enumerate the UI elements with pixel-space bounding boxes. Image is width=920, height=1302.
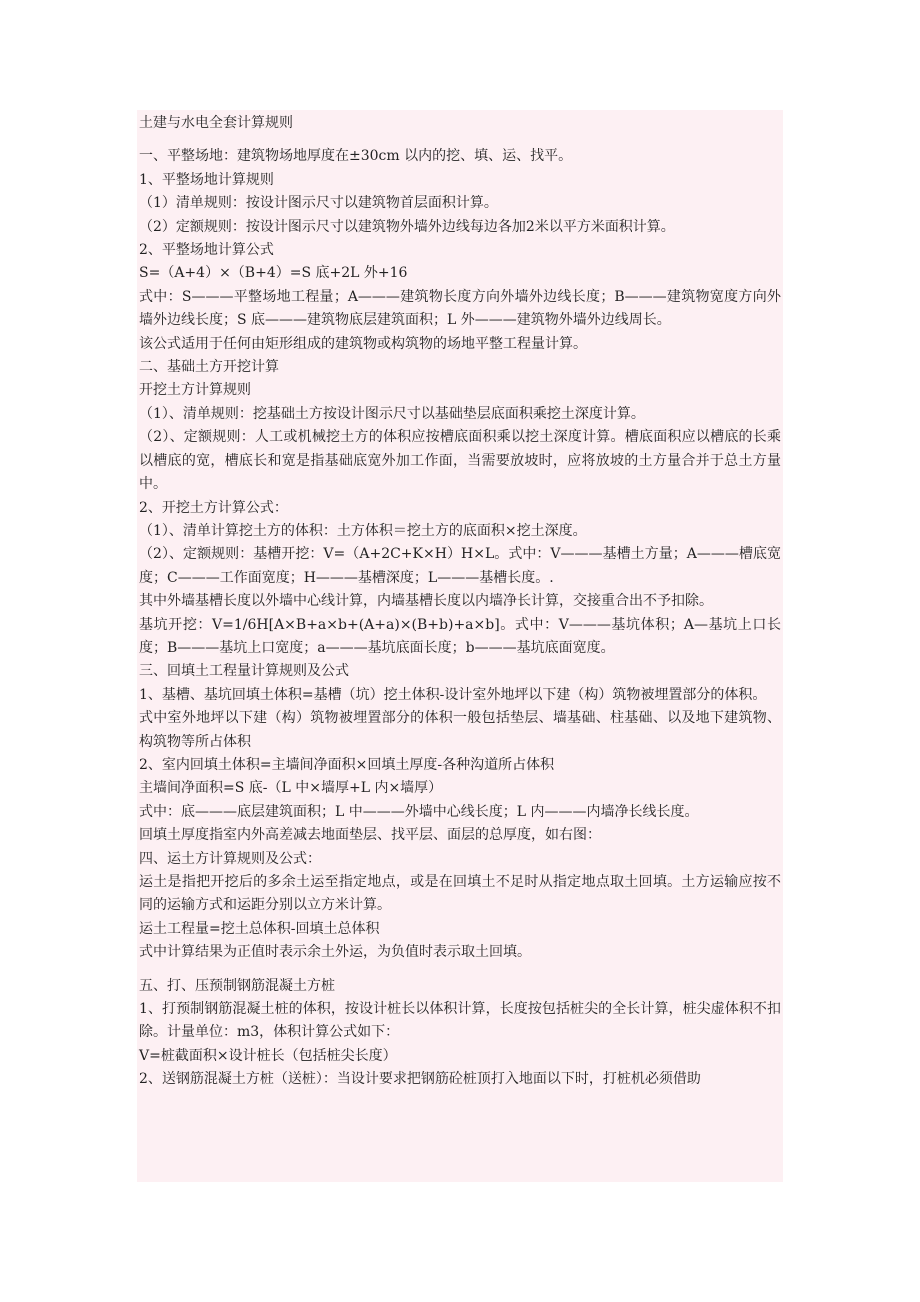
document-page: [137, 110, 783, 1182]
paragraph: （1）清单规则：按设计图示尺寸以建筑物首层面积计算。: [139, 195, 498, 212]
paragraph: 该公式适用于任何由矩形组成的建筑物或构筑物的场地平整工程量计算。: [139, 335, 587, 352]
section-heading: 四、运土方计算规则及公式：: [139, 850, 321, 867]
section-heading: 五、打、压预制钢筋混凝土方桩: [139, 977, 335, 994]
paragraph: 基坑开挖：V=1/6H[A×B+a×b+(A+a)×(B+b)+a×b]。式中：V———基坑体积；A—基坑上口长度；B———基坑上口宽度；a———基坑底面长度；b———基坑底面宽度。: [139, 616, 781, 656]
sub-heading: 2、平整场地计算公式: [139, 242, 274, 259]
paragraph: （2）定额规则：按设计图示尺寸以建筑物外墙外边线每边各加2米以平方米面积计算。: [139, 218, 675, 235]
sub-heading: 1、平整场地计算规则: [139, 171, 274, 188]
sub-heading: 2、开挖土方计算公式：: [139, 499, 288, 516]
formula: V=桩截面积×设计桩长（包括桩尖长度）: [139, 1047, 397, 1064]
paragraph: 1、基槽、基坑回填土体积=基槽（坑）挖土体积-设计室外地坪以下建（构）筑物被埋置部分的体积。: [139, 686, 767, 703]
document-title: 土建与水电全套计算规则: [139, 115, 293, 131]
paragraph: 2、室内回填土体积=主墙间净面积×回填土厚度-各种沟道所占体积: [139, 756, 555, 773]
paragraph: 运土是指把开挖后的多余土运至指定地点，或是在回填土不足时从指定地点取土回填。土方运输应按不同的运输方式和运距分别以立方米计算。: [139, 874, 781, 914]
paragraph: （1）、清单计算挖土方的体积：土方体积＝挖土方的底面积×挖土深度。: [139, 522, 587, 539]
formula: 运土工程量=挖土总体积-回填土总体积: [139, 920, 380, 937]
paragraph: 式中：S———平整场地工程量；A———建筑物长度方向外墙外边线长度；B———建筑物宽度方向外墙外边线长度；S 底———建筑物底层建筑面积；L 外———建筑物外墙外边线周长。: [139, 288, 781, 329]
sub-heading: 开挖土方计算规则: [139, 382, 251, 399]
paragraph: （2）、定额规则：人工或机械挖土方的体积应按槽底面积乘以挖土深度计算。槽底面积应以槽底的长乘以槽底的宽，槽底长和宽是指基础底宽外加工作面，当需要放坡时，应将放坡的土方量合并于总土方量中。: [139, 429, 781, 493]
paragraph: 回填土厚度指室内外高差减去地面垫层、找平层、面层的总厚度，如右图：: [139, 827, 601, 844]
section-heading: 三、回填土工程量计算规则及公式: [139, 663, 349, 680]
paragraph: 式中计算结果为正值时表示余土外运，为负值时表示取土回填。: [139, 944, 531, 961]
paragraph: 其中外墙基槽长度以外墙中心线计算，内墙基槽长度以内墙净长计算，交接重合出不予扣除。: [139, 593, 713, 610]
paragraph: 2、送钢筋混凝土方桩（送桩）：当设计要求把钢筋砼桩顶打入地面以下时，打桩机必须借助: [139, 1071, 701, 1088]
paragraph: 式中室外地坪以下建（构）筑物被埋置部分的体积一般包括垫层、墙基础、柱基础、以及地下建筑物、构筑物等所占体积: [139, 710, 781, 750]
formula: 主墙间净面积=S 底-（L 中×墙厚+L 内×墙厚）: [139, 780, 443, 797]
formula: S=（A+4）×（B+4）=S 底+2L 外+16: [139, 265, 408, 282]
paragraph: （1）、清单规则：挖基础土方按设计图示尺寸以基础垫层底面积乘挖土深度计算。: [139, 405, 645, 422]
paragraph: 式中：底———底层建筑面积；L 中———外墙中心线长度；L 内———内墙净长线长度。: [139, 803, 699, 820]
section-heading: 二、基础土方开挖计算: [139, 359, 279, 376]
paragraph: （2）、定额规则：基槽开挖：V=（A+2C+K×H）H×L。式中：V———基槽土方量；A———槽底宽度；C———工作面宽度；H———基槽深度；L———基槽长度。.: [139, 546, 781, 586]
paragraph: 1、打预制钢筋混凝土桩的体积，按设计桩长以体积计算，长度按包括桩尖的全长计算，桩尖虚体积不扣除。计量单位：m3，体积计算公式如下：: [139, 1001, 781, 1041]
document-body: [137, 110, 783, 1092]
section-heading: 一、平整场地：建筑物场地厚度在±30cm 以内的挖、填、运、找平。: [139, 148, 573, 165]
